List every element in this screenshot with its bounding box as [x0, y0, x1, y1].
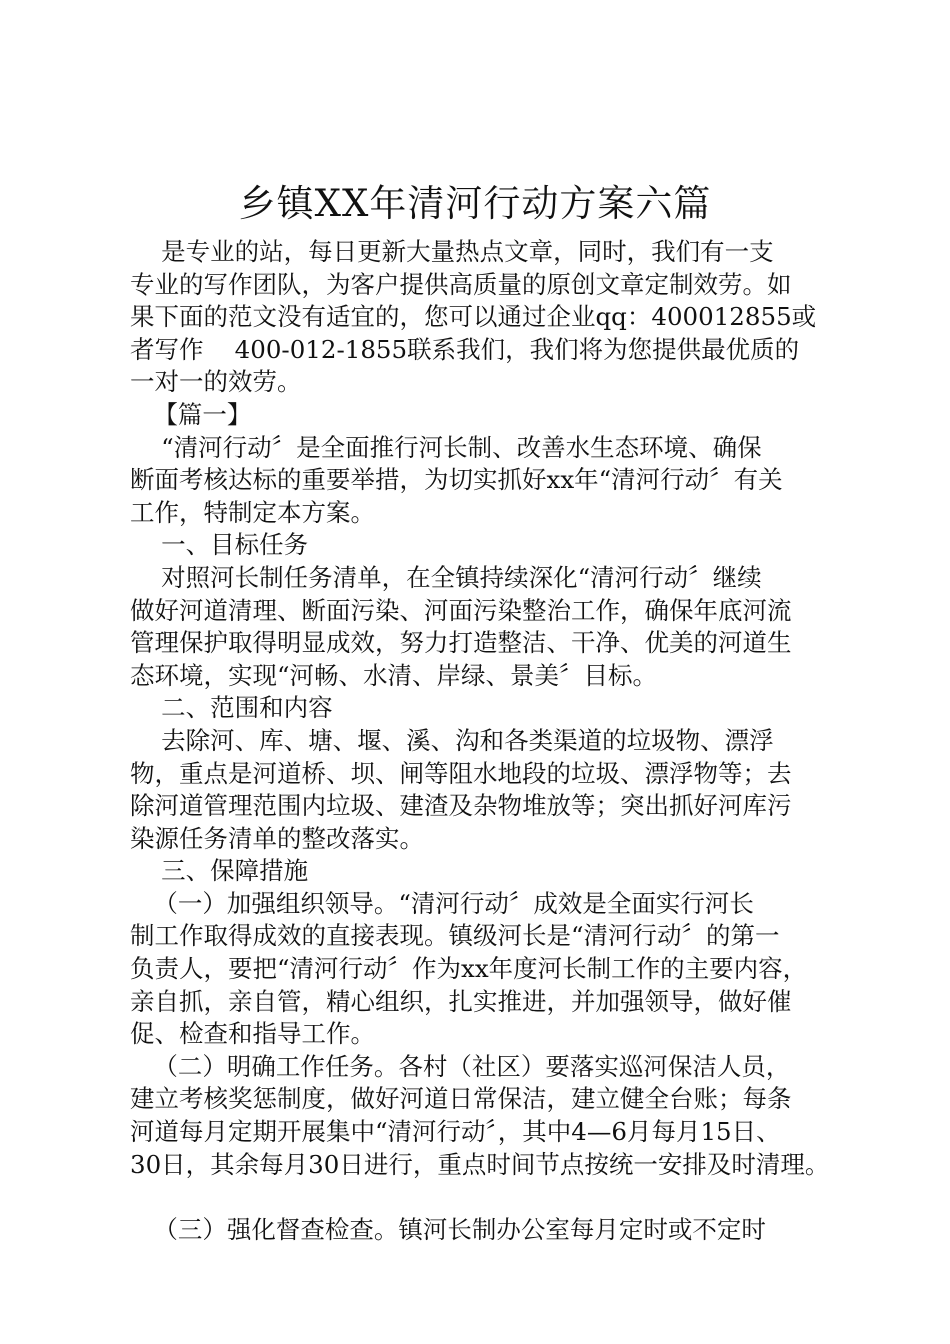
text-line: 30日，其余每月30日进行，重点时间节点按统一安排及时清理。 — [130, 1149, 830, 1179]
text-line: 除河道管理范围内垃圾、建渣及杂物堆放等；突出抓好河库污 — [130, 791, 792, 821]
text-line: 【篇一】 — [130, 399, 252, 429]
text-line: 二、范围和内容 — [130, 693, 333, 723]
text-line: 建立考核奖惩制度，做好河道日常保洁，建立健全台账；每条 — [130, 1084, 792, 1114]
text-line: 亲自抓，亲自管，精心组织，扎实推进，并加强领导，做好催 — [130, 986, 792, 1016]
text-line: 负责人，要把“清河行动〞作为xx年度河长制工作的主要内容， — [130, 954, 808, 984]
text-line: 是专业的站，每日更新大量热点文章，同时，我们有一支 — [130, 237, 774, 266]
document-title: 乡镇XX年清河行动方案六篇 — [238, 182, 712, 225]
text-line: （三）强化督查检查。镇河长制办公室每月定时或不定时 — [130, 1214, 766, 1244]
text-line: “清河行动〞是全面推行河长制、改善水生态环境、确保 — [130, 432, 762, 462]
text-line: 物，重点是河道桥、坝、闸等阻水地段的垃圾、漂浮物等；去 — [130, 758, 792, 788]
text-line: 管理保护取得明显成效，努力打造整洁、干净、优美的河道生 — [130, 628, 792, 658]
text-line: 河道每月定期开展集中“清河行动〞，其中4—6月每月15日、 — [130, 1117, 781, 1147]
text-line: 对照河长制任务清单，在全镇持续深化“清河行动〞继续 — [130, 562, 762, 592]
text-line: 制工作取得成效的直接表现。镇级河长是“清河行动〞的第一 — [130, 921, 780, 951]
text-line: 三、保障措施 — [130, 856, 309, 886]
document-body — [130, 236, 860, 1246]
text-line: （二）明确工作任务。各村（社区）要落实巡河保洁人员， — [130, 1051, 791, 1081]
text-line: 专业的写作团队，为客户提供高质量的原创文章定制效劳。如 — [130, 269, 792, 299]
text-line: 工作，特制定本方案。 — [130, 497, 375, 527]
text-line: 果下面的范文没有适宜的，您可以通过企业qq：400012855或 — [130, 302, 817, 332]
text-line: 去除河、库、塘、堰、溪、沟和各类渠道的垃圾物、漂浮 — [130, 725, 774, 755]
text-line: 态环境，实现“河畅、水清、岸绿、景美〞目标。 — [130, 660, 658, 690]
text-line: （一）加强组织领导。“清河行动〞成效是全面实行河长 — [130, 888, 754, 918]
text-line: 促、检查和指导工作。 — [130, 1019, 375, 1049]
text-line: 断面考核达标的重要举措，为切实抓好xx年“清河行动〞有关 — [130, 465, 783, 495]
text-line: 一、目标任务 — [130, 530, 309, 560]
text-line: 染源任务清单的整改落实。 — [130, 823, 424, 853]
text-line: 一对一的效劳。 — [130, 367, 302, 397]
text-line: 者写作 400-012-1855联系我们，我们将为您提供最优质的 — [130, 334, 800, 364]
blank-line — [130, 1181, 860, 1214]
text-line: 做好河道清理、断面污染、河面污染整治工作，确保年底河流 — [130, 595, 792, 625]
